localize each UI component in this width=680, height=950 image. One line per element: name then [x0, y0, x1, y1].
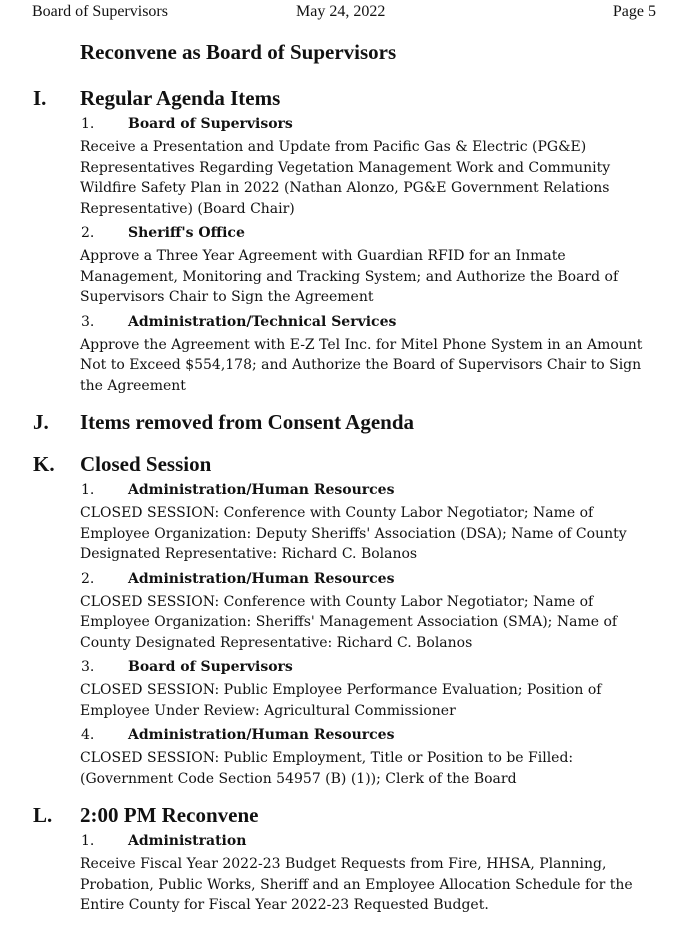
section-letter: L. — [33, 803, 53, 827]
page-header — [32, 3, 656, 23]
item-description: CLOSED SESSION: Conference with County Labor Negotiator; Name of Employee Organization: Sheriffs' Management Association (SMA); Name of County Designated Representative: Richard C. Bolanos — [80, 593, 618, 651]
item-department: Board of Supervisors — [128, 116, 293, 132]
section-title: Regular Agenda Items — [80, 86, 281, 110]
item-department: Administration — [128, 833, 247, 849]
agenda-section — [0, 452, 680, 789]
item-department: Administration/Technical Services — [128, 313, 397, 330]
item-department: Administration/Human Resources — [128, 727, 395, 743]
agenda-item — [0, 312, 680, 397]
header-page-number: Page 5 — [612, 3, 656, 20]
item-number: 1. — [81, 833, 95, 849]
item-description: Receive a Presentation and Update from Pacific Gas & Electric (PG&E) Representatives Regarding Vegetation Management Work and Community Wildfire Safety Plan in 2022 (Nathan Alonzo, PG&E Government Relations Representative) (Board Chair) — [80, 139, 611, 217]
agenda-item — [0, 223, 680, 308]
item-description: CLOSED SESSION: Public Employee Performance Evaluation; Position of Employee Under Review: Agricultural Commissioner — [80, 682, 602, 719]
section-title: 2:00 PM Reconvene — [80, 803, 259, 827]
reconvene-title: Reconvene as Board of Supervisors — [80, 40, 397, 64]
item-department: Administration/Human Resources — [128, 570, 395, 587]
agenda-section — [0, 410, 680, 438]
item-heading — [0, 657, 680, 680]
header-board-name: Board of Supervisors — [32, 3, 168, 20]
item-number: 3. — [81, 313, 95, 330]
section-letter: K. — [33, 452, 55, 476]
agenda-item — [0, 657, 680, 721]
item-heading — [0, 114, 680, 137]
item-number: 2. — [81, 570, 95, 587]
item-number: 1. — [81, 482, 95, 498]
item-description: CLOSED SESSION: Public Employment, Title or Position to be Filled: (Government Code Section 54957 (B) (1)); Clerk of the Board — [80, 750, 574, 787]
item-heading — [0, 223, 680, 246]
item-heading — [0, 831, 680, 854]
agenda-item — [0, 725, 680, 789]
item-department: Sheriff's Office — [128, 225, 245, 241]
agenda-item — [0, 114, 680, 219]
agenda-section — [0, 86, 680, 396]
item-heading — [0, 725, 680, 748]
header-date: May 24, 2022 — [296, 3, 386, 20]
item-description: Receive Fiscal Year 2022-23 Budget Requests from Fire, HHSA, Planning, Probation, Public Works, Sheriff and an Employee Allocation Schedule for the Entire County for Fiscal Year 2022-23 Requested Budget. — [80, 856, 633, 913]
section-heading — [0, 410, 680, 438]
item-number: 3. — [81, 659, 95, 675]
section-letter: I. — [33, 86, 47, 110]
item-description: Approve the Agreement with E-Z Tel Inc. for Mitel Phone System in an Amount Not to Exceed $554,178; and Authorize the Board of Supervisors Chair to Sign the Agreement — [80, 336, 643, 394]
agenda-item — [0, 480, 680, 565]
section-title: Closed Session — [80, 452, 212, 476]
item-department: Administration/Human Resources — [128, 482, 395, 498]
item-description: Approve a Three Year Agreement with Guardian RFID for an Inmate Management, Monitoring and Tracking System; and Authorize the Board of Supervisors Chair to Sign the Agreement — [80, 248, 619, 305]
section-heading — [0, 452, 680, 480]
agenda-content — [0, 86, 680, 930]
item-heading — [0, 569, 680, 592]
item-number: 1. — [81, 116, 95, 132]
item-description: CLOSED SESSION: Conference with County Labor Negotiator; Name of Employee Organization: Deputy Sheriffs' Association (DSA); Name of County Designated Representative: Richard C. Bolanos — [80, 505, 627, 562]
section-heading — [0, 86, 680, 114]
agenda-item — [0, 569, 680, 654]
agenda-section — [0, 803, 680, 916]
item-number: 4. — [81, 727, 95, 743]
item-heading — [0, 480, 680, 503]
item-department: Board of Supervisors — [128, 659, 293, 675]
item-heading — [0, 312, 680, 335]
section-letter: J. — [33, 410, 49, 434]
item-number: 2. — [81, 225, 95, 241]
section-heading — [0, 803, 680, 831]
section-title: Items removed from Consent Agenda — [80, 410, 415, 434]
agenda-item — [0, 831, 680, 916]
